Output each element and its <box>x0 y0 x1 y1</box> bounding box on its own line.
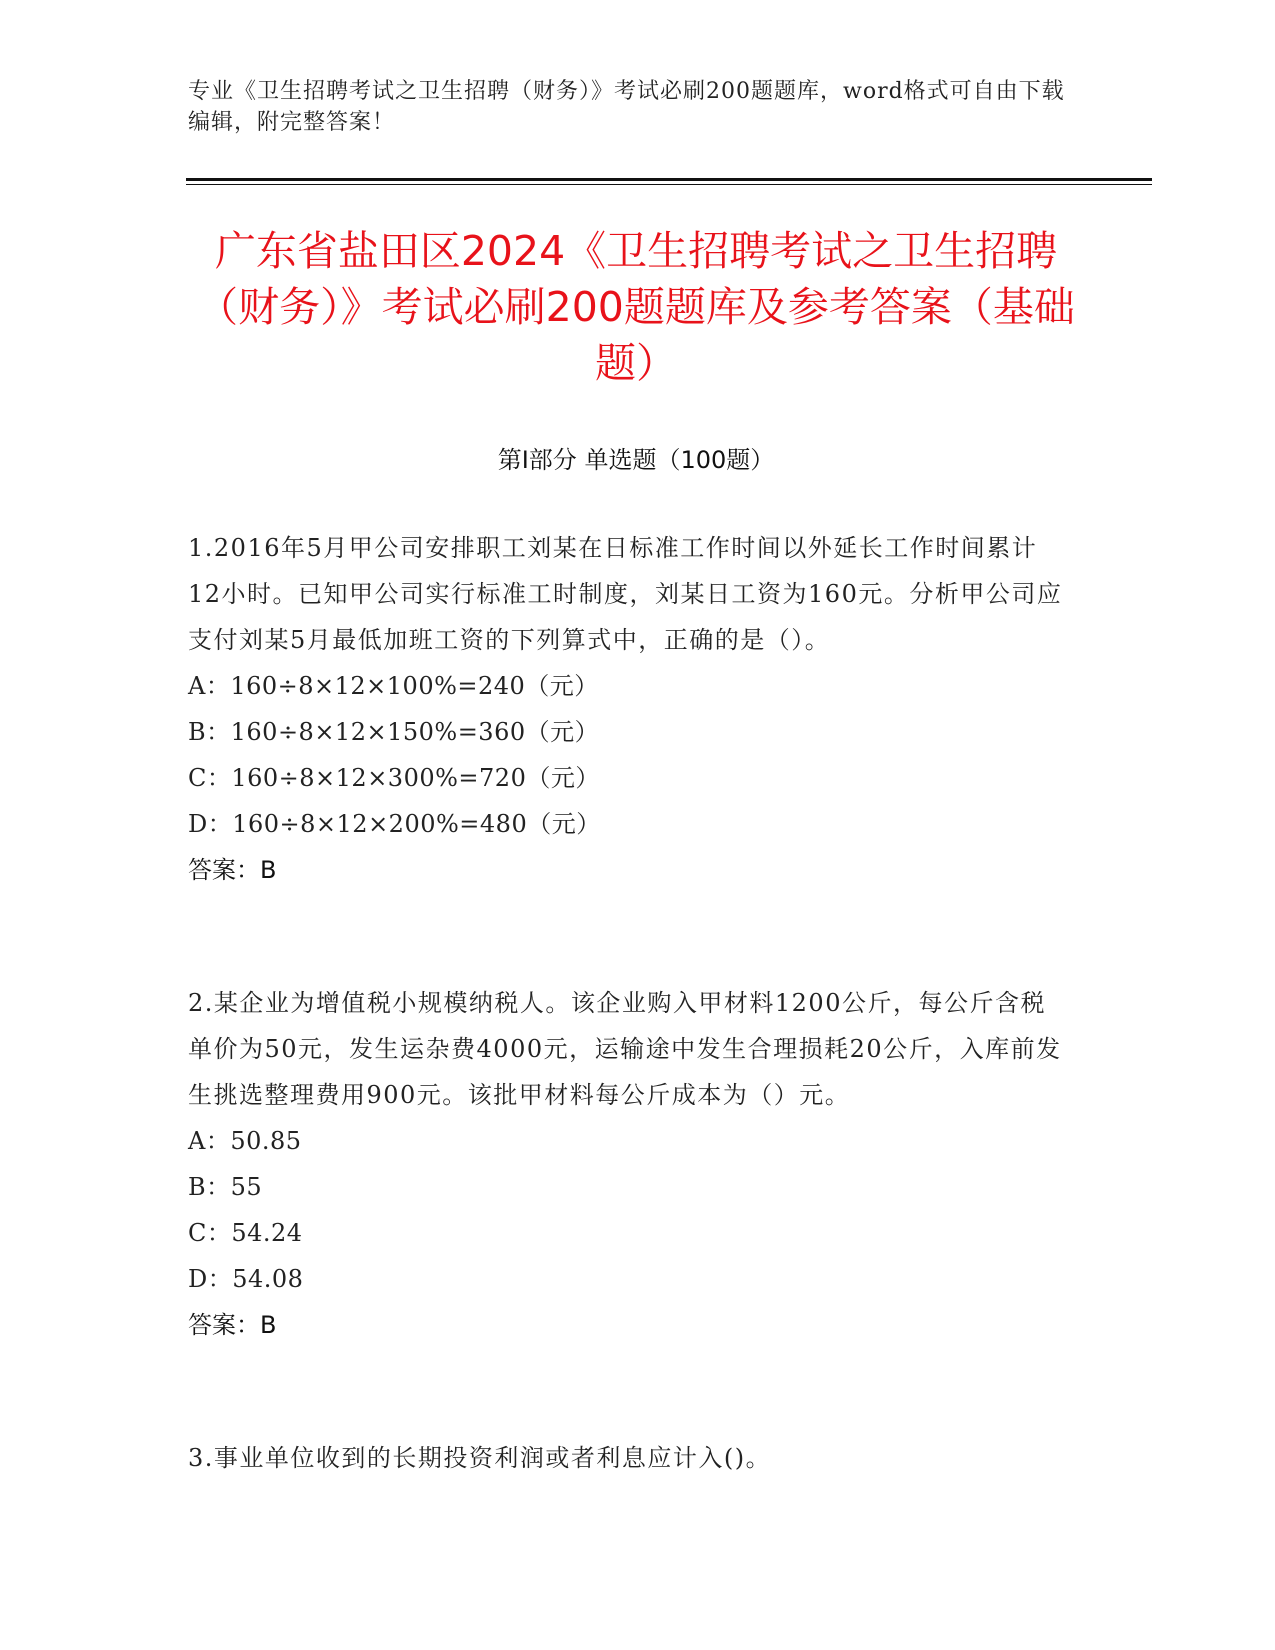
header-note: 专业《卫生招聘考试之卫生招聘（财务）》考试必刷200题题库，word格式可自由下载编辑，附完整答案！ <box>188 79 1065 135</box>
answer: 答案：B <box>188 856 277 884</box>
option-d: D：54.08 <box>188 1265 304 1293</box>
header-divider <box>186 178 1152 181</box>
option-d: D：160÷8×12×200%=480（元） <box>188 810 601 838</box>
question-stem: 2.某企业为增值税小规模纳税人。该企业购入甲材料1200公斤，每公斤含税单价为50元，发生运杂费4000元，运输途中发生合理损耗20公斤，入库前发生挑选整理费用900元。该批甲材料每公斤成本为（）元。 <box>188 989 1062 1109</box>
question-3 <box>188 1435 1068 1481</box>
option-a: A：160÷8×12×100%=240（元） <box>188 672 599 700</box>
question-stem: 1.2016年5月甲公司安排职工刘某在日标准工作时间以外延长工作时间累计12小时。已知甲公司实行标准工时制度，刘某日工资为160元。分析甲公司应支付刘某5月最低加班工资的下列算式中，正确的是（）。 <box>188 534 1063 654</box>
answer: 答案：B <box>188 1311 277 1339</box>
section-heading: 第Ⅰ部分 单选题（100题） <box>497 446 775 474</box>
header-divider-thin <box>186 184 1152 185</box>
option-b: B：55 <box>188 1173 263 1201</box>
option-b: B：160÷8×12×150%=360（元） <box>188 718 600 746</box>
option-c: C：160÷8×12×300%=720（元） <box>188 764 600 792</box>
question-stem: 3.事业单位收到的长期投资利润或者利息应计入()。 <box>188 1444 772 1472</box>
document-title: 广东省盐田区2024《卫生招聘考试之卫生招聘（财务）》考试必刷200题题库及参考答案（基础题） <box>197 227 1075 387</box>
option-c: C：54.24 <box>188 1219 303 1247</box>
question-1 <box>188 525 1068 893</box>
question-2 <box>188 980 1068 1348</box>
option-a: A：50.85 <box>188 1127 302 1155</box>
